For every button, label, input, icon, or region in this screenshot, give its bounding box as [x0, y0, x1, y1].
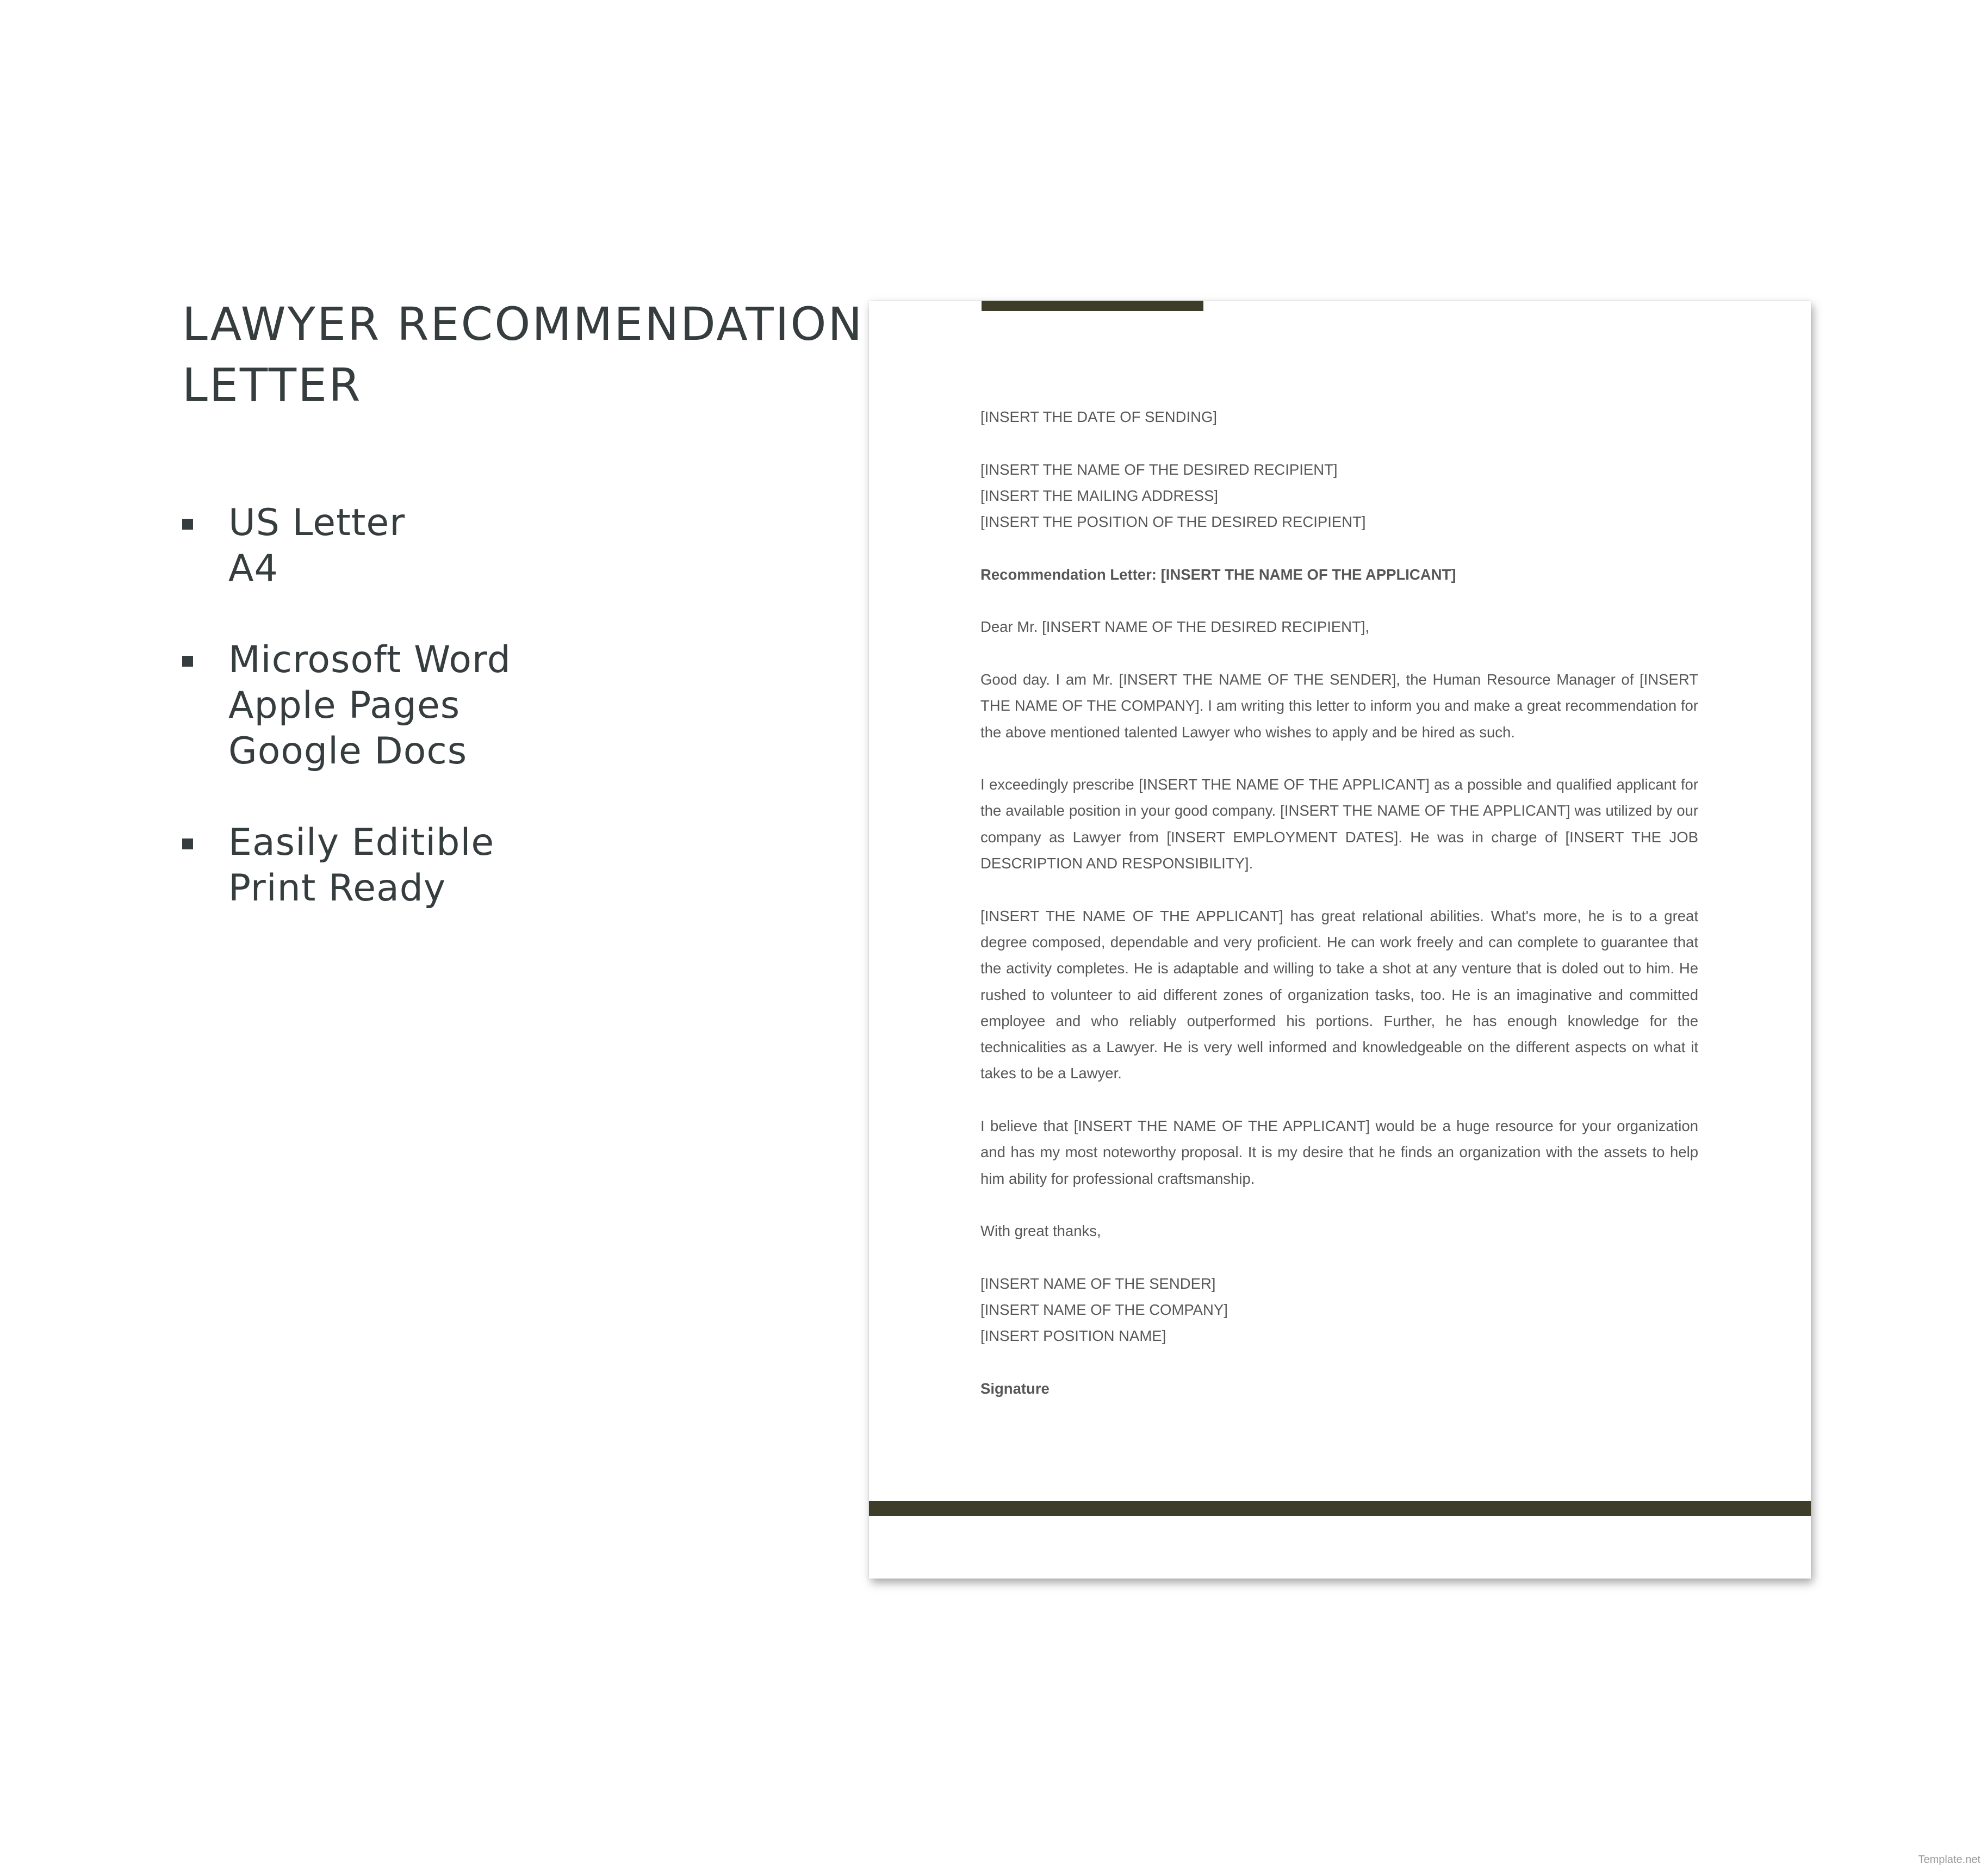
square-bullet-icon [182, 656, 193, 667]
letter-paragraph: I exceedingly prescribe [INSERT THE NAME OF THE APPLICANT] as a possible and qualified applicant for the available position in your good company. [INSERT THE NAME OF THE APPLICANT] was utilized by our company as Lawyer from [INSERT EMPLOYMENT DATES]. He was in charge of [INSERT THE JOB DESCRIPTION AND RESPONSIBILITY]. [980, 776, 1698, 872]
page-title: LAWYER RECOMMENDATION LETTER [182, 297, 864, 412]
letter-subject: Recommendation Letter: [INSERT THE NAME OF THE APPLICANT] [980, 566, 1456, 583]
feature-line: Easily Editible [228, 821, 495, 864]
letter-paragraph: I believe that [INSERT THE NAME OF THE APPLICANT] would be a huge resource for your organization and has my most noteworthy proposal. It is my desire that he finds an organization with the assets to help him ability for professional craftsmanship. [980, 1117, 1698, 1187]
recipient-address: [INSERT THE MAILING ADDRESS] [980, 487, 1219, 504]
feature-item-editing [182, 820, 511, 911]
feature-line: Print Ready [228, 867, 446, 910]
feature-item-formats [182, 637, 511, 774]
letter-date: [INSERT THE DATE OF SENDING] [980, 408, 1217, 425]
feature-line: Google Docs [228, 730, 468, 773]
signature-label: Signature [980, 1380, 1050, 1397]
recipient-position: [INSERT THE POSITION OF THE DESIRED RECIPIENT] [980, 513, 1366, 531]
sender-block [980, 1271, 1698, 1350]
feature-line: US Letter [228, 501, 406, 544]
top-accent-bar [982, 301, 1203, 311]
recipient-block [980, 457, 1698, 536]
bottom-accent-bar [869, 1501, 1811, 1516]
feature-list [182, 500, 511, 957]
letter-paragraph: Good day. I am Mr. [INSERT THE NAME OF THE SENDER], the Human Resource Manager of [INSERT THE NAME OF THE COMPANY]. I am writing this letter to inform you and make a great recommendation for the above mentioned talented Lawyer who wishes to apply and be hired as such. [980, 670, 1698, 741]
letter-closing: With great thanks, [980, 1222, 1101, 1240]
feature-line: Microsoft Word [228, 638, 511, 681]
square-bullet-icon [182, 838, 193, 849]
letter-salutation: Dear Mr. [INSERT NAME OF THE DESIRED RECIPIENT], [980, 618, 1370, 636]
watermark: Template.net [1918, 1854, 1980, 1866]
feature-line: Apple Pages [228, 684, 461, 727]
feature-line: A4 [228, 547, 278, 590]
letter-body [980, 404, 1698, 1428]
document-preview [869, 301, 1811, 1579]
sender-company: [INSERT NAME OF THE COMPANY] [980, 1301, 1228, 1319]
feature-item-paper-size [182, 500, 511, 592]
sender-position: [INSERT POSITION NAME] [980, 1327, 1166, 1345]
sender-name: [INSERT NAME OF THE SENDER] [980, 1275, 1216, 1292]
letter-paragraph: [INSERT THE NAME OF THE APPLICANT] has great relational abilities. What's more, he is to a great degree composed, dependable and very proficient. He can work freely and can complete to guarantee that the activity completes. He is adaptable and willing to take a shot at any venture that is doled out to him. He rushed to volunteer to aid different zones of organization tasks, too. He is an imaginative and committed employee and who reliably outperformed his portions. Further, he has enough knowledge for the technicalities as a Lawyer. He is very well informed and knowledgeable on the different aspects on what it takes to be a Lawyer. [980, 907, 1698, 1082]
recipient-name: [INSERT THE NAME OF THE DESIRED RECIPIENT] [980, 461, 1338, 478]
square-bullet-icon [182, 519, 193, 530]
